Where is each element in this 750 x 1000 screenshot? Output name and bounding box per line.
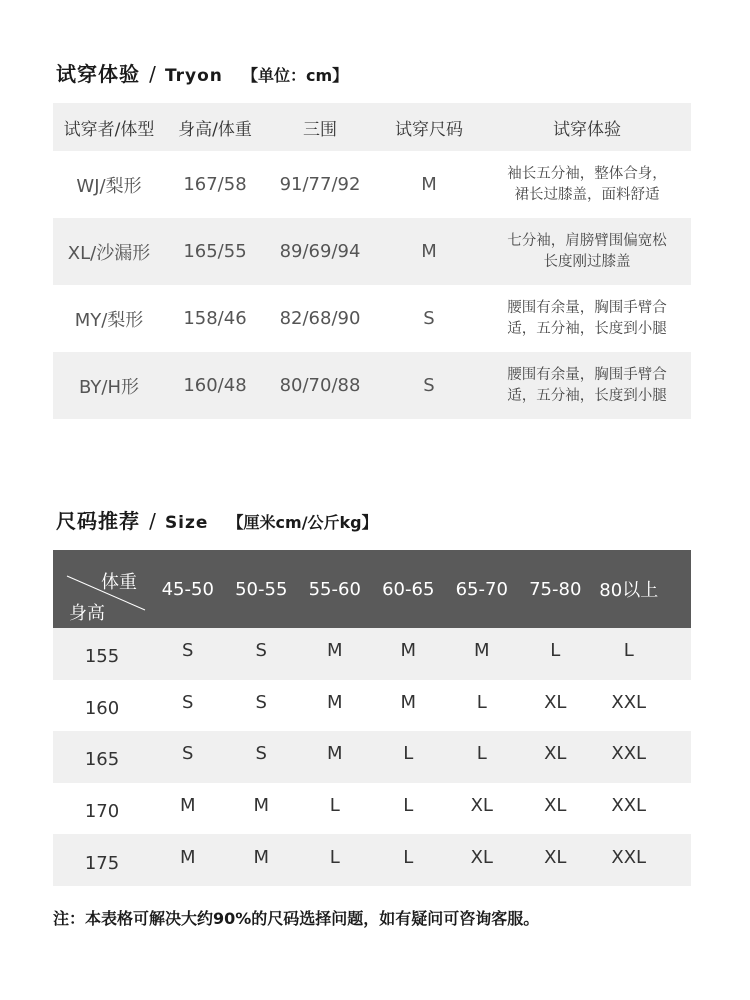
table-row bbox=[53, 783, 691, 835]
size-value-cell: S bbox=[182, 691, 194, 713]
experience-line-1: 袖长五分袖，整体合身， bbox=[507, 165, 667, 182]
experience-cell bbox=[483, 231, 691, 273]
table-row bbox=[53, 352, 691, 419]
tryon-header-measurements: 三围 bbox=[303, 119, 337, 140]
size-value-cell: M bbox=[400, 640, 417, 662]
size-header-row bbox=[53, 550, 691, 628]
tryon-header-tester: 试穿者/体型 bbox=[63, 119, 155, 140]
height-weight-cell: 160/48 bbox=[183, 375, 247, 396]
experience-line-2: 长度刚过膝盖 bbox=[543, 253, 631, 270]
size-value-cell: M bbox=[179, 846, 196, 868]
height-cell: 160 bbox=[84, 697, 120, 719]
footnote: 注：本表格可解决大约90%的尺码选择问题，如有疑问可咨询客服。 bbox=[53, 909, 540, 928]
tryon-header-size: 试穿尺码 bbox=[395, 119, 463, 140]
tryon-header-height-weight: 身高/体重 bbox=[178, 119, 252, 140]
size-value-cell: M bbox=[326, 743, 343, 765]
weight-range-header: 75-80 bbox=[529, 578, 582, 600]
size-title bbox=[56, 505, 378, 534]
height-cell: 155 bbox=[84, 646, 120, 668]
height-cell: 170 bbox=[84, 801, 120, 823]
size-value-cell: M bbox=[179, 795, 196, 817]
size-value-cell: L bbox=[476, 691, 487, 713]
weight-range-header: 80以上 bbox=[599, 580, 659, 601]
table-row bbox=[53, 680, 691, 732]
experience-line-2: 适，五分袖，长度到小腿 bbox=[507, 387, 667, 404]
table-row bbox=[53, 628, 691, 680]
experience-cell bbox=[483, 164, 691, 206]
size-cell: S bbox=[423, 375, 435, 396]
tryon-title-separator: / bbox=[149, 62, 156, 86]
size-value-cell: M bbox=[400, 691, 417, 713]
size-unit: 【厘米cm/公斤kg】 bbox=[227, 513, 378, 532]
experience-line-1: 腰围有余量，胸围手臂合 bbox=[507, 299, 667, 316]
size-value-cell: XL bbox=[544, 795, 567, 817]
experience-line-2: 裙长过膝盖，面料舒适 bbox=[514, 186, 660, 203]
measurements-cell: 80/70/88 bbox=[279, 375, 361, 396]
size-cell: M bbox=[421, 241, 437, 262]
size-value-cell: XL bbox=[470, 846, 493, 868]
tryon-header-experience: 试穿体验 bbox=[553, 119, 621, 140]
size-title-separator: / bbox=[149, 509, 156, 533]
tryon-title bbox=[56, 58, 348, 87]
tryon-unit: 【单位：cm】 bbox=[242, 66, 349, 85]
size-table bbox=[53, 550, 691, 886]
table-row bbox=[53, 285, 691, 352]
height-weight-cell: 158/46 bbox=[183, 308, 247, 329]
size-title-en: Size bbox=[164, 513, 209, 533]
corner-weight-label: 体重 bbox=[101, 572, 137, 593]
table-row bbox=[53, 834, 691, 886]
weight-range-header: 60-65 bbox=[382, 578, 435, 600]
table-row bbox=[53, 218, 691, 285]
weight-range-header: 50-55 bbox=[235, 578, 288, 600]
tryon-header-row bbox=[53, 103, 691, 151]
size-value-cell: L bbox=[403, 846, 414, 868]
experience-cell bbox=[483, 298, 691, 340]
table-row bbox=[53, 731, 691, 783]
size-value-cell: XL bbox=[544, 846, 567, 868]
size-value-cell: L bbox=[403, 743, 414, 765]
tryon-table bbox=[53, 103, 691, 419]
experience-line-1: 七分袖，肩膀臂围偏宽松 bbox=[507, 232, 667, 249]
size-value-cell: L bbox=[623, 640, 634, 662]
size-value-cell: S bbox=[255, 640, 267, 662]
experience-line-1: 腰围有余量，胸围手臂合 bbox=[507, 366, 667, 383]
weight-range-header: 65-70 bbox=[455, 578, 508, 600]
size-value-cell: XXL bbox=[611, 846, 647, 868]
size-value-cell: S bbox=[182, 640, 194, 662]
size-value-cell: S bbox=[182, 743, 194, 765]
height-weight-cell: 167/58 bbox=[183, 174, 247, 195]
size-value-cell: M bbox=[326, 640, 343, 662]
size-value-cell: L bbox=[329, 795, 340, 817]
tryon-title-zh: 试穿体验 bbox=[56, 62, 140, 86]
height-cell: 165 bbox=[84, 749, 120, 771]
size-value-cell: L bbox=[476, 743, 487, 765]
tester-cell: BY/H形 bbox=[79, 376, 139, 398]
measurements-cell: 89/69/94 bbox=[279, 241, 361, 262]
size-value-cell: S bbox=[255, 691, 267, 713]
size-cell: S bbox=[423, 308, 435, 329]
size-value-cell: XXL bbox=[611, 743, 647, 765]
height-weight-cell: 165/55 bbox=[183, 241, 247, 262]
corner-cell bbox=[53, 550, 151, 628]
measurements-cell: 82/68/90 bbox=[279, 308, 361, 329]
size-cell: M bbox=[421, 174, 437, 195]
size-title-zh: 尺码推荐 bbox=[56, 509, 140, 533]
tester-cell: WJ/梨形 bbox=[76, 175, 142, 197]
experience-cell bbox=[483, 365, 691, 407]
size-value-cell: XL bbox=[544, 743, 567, 765]
experience-line-2: 适，五分袖，长度到小腿 bbox=[507, 320, 667, 337]
corner-height-label: 身高 bbox=[69, 603, 105, 624]
size-value-cell: L bbox=[403, 795, 414, 817]
size-value-cell: L bbox=[329, 846, 340, 868]
size-value-cell: S bbox=[255, 743, 267, 765]
weight-range-header: 45-50 bbox=[161, 578, 214, 600]
tryon-title-en: Tryon bbox=[164, 66, 223, 86]
measurements-cell: 91/77/92 bbox=[279, 174, 361, 195]
size-value-cell: XL bbox=[544, 691, 567, 713]
size-value-cell: XL bbox=[470, 795, 493, 817]
size-value-cell: M bbox=[253, 846, 270, 868]
size-value-cell: M bbox=[473, 640, 490, 662]
size-value-cell: M bbox=[253, 795, 270, 817]
table-row bbox=[53, 151, 691, 218]
tester-cell: MY/梨形 bbox=[74, 309, 144, 331]
size-value-cell: M bbox=[326, 691, 343, 713]
weight-range-header: 55-60 bbox=[308, 578, 361, 600]
size-value-cell: XXL bbox=[611, 795, 647, 817]
tester-cell: XL/沙漏形 bbox=[67, 242, 151, 264]
size-value-cell: L bbox=[550, 640, 561, 662]
height-cell: 175 bbox=[84, 852, 120, 874]
size-value-cell: XXL bbox=[611, 691, 647, 713]
